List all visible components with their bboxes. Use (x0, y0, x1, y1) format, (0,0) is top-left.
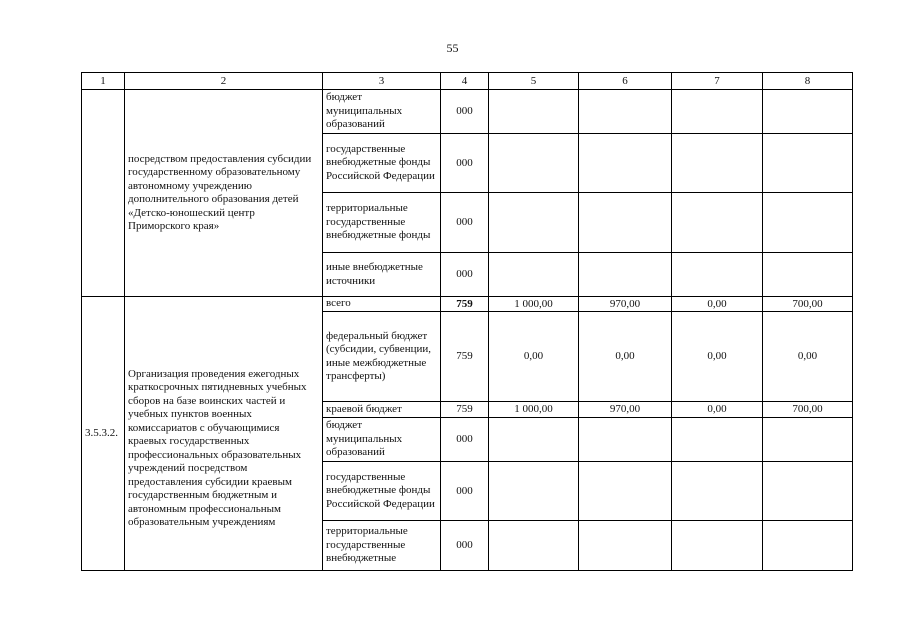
funding-source-cell: государственные внебюджетные фонды Российской Федерации (323, 134, 441, 193)
grbs-code-cell: 000 (441, 90, 489, 134)
value-col7-cell (672, 418, 763, 462)
value-col8-cell: 700,00 (763, 402, 853, 418)
grbs-code-cell: 000 (441, 521, 489, 571)
value-col8-cell: 0,00 (763, 312, 853, 402)
value-col8-cell (763, 418, 853, 462)
value-col6-cell (579, 418, 672, 462)
value-col5-cell (489, 253, 579, 297)
header-cell-3: 3 (323, 73, 441, 90)
value-col8-cell (763, 521, 853, 571)
value-col7-cell (672, 253, 763, 297)
item-description-cell (125, 297, 323, 571)
value-col7-cell (672, 193, 763, 253)
header-cell-8: 8 (763, 73, 853, 90)
value-col8-cell (763, 462, 853, 521)
header-cell-1: 1 (82, 73, 125, 90)
grbs-code-cell: 759 (441, 297, 489, 312)
item-description-text: Организация проведения ежегодных краткосрочных пятидневных учебных сборов на базе воинских частей и учебных пунктов военных комиссариатов с обучающимися краевых государственных профессиональных образовательных учреждений посредством предоставления субсидии краевым государственным бюджетным и автономным профессиональным образовательным учреждениям (128, 367, 307, 528)
value-col5-cell (489, 134, 579, 193)
value-col7-cell (672, 134, 763, 193)
header-cell-5: 5 (489, 73, 579, 90)
budget-table (81, 72, 853, 571)
value-col6-cell: 0,00 (579, 312, 672, 402)
item-code-cell: 3.5.3.2. (82, 297, 125, 571)
value-col6-cell (579, 253, 672, 297)
funding-source-cell: бюджет муниципальных образований (323, 418, 441, 462)
value-col8-cell (763, 134, 853, 193)
value-col7-cell (672, 90, 763, 134)
header-cell-2: 2 (125, 73, 323, 90)
value-col5-cell: 0,00 (489, 312, 579, 402)
funding-source-cell: всего (323, 297, 441, 312)
value-col6-cell: 970,00 (579, 297, 672, 312)
value-col7-cell: 0,00 (672, 297, 763, 312)
value-col5-cell (489, 418, 579, 462)
table-row (82, 90, 853, 134)
header-cell-4: 4 (441, 73, 489, 90)
header-row (82, 73, 853, 90)
header-cell-6: 6 (579, 73, 672, 90)
funding-source-cell: бюджет муниципальных образований (323, 90, 441, 134)
value-col8-cell (763, 253, 853, 297)
value-col5-cell (489, 462, 579, 521)
value-col8-cell: 700,00 (763, 297, 853, 312)
value-col7-cell: 0,00 (672, 402, 763, 418)
grbs-code-cell: 000 (441, 193, 489, 253)
grbs-code-cell: 000 (441, 462, 489, 521)
grbs-code-cell: 000 (441, 253, 489, 297)
value-col5-cell (489, 521, 579, 571)
value-col8-cell (763, 90, 853, 134)
page-number: 55 (446, 41, 459, 55)
value-col6-cell (579, 462, 672, 521)
value-col7-cell (672, 462, 763, 521)
value-col7-cell: 0,00 (672, 312, 763, 402)
funding-source-cell: государственные внебюджетные фонды Российской Федерации (323, 462, 441, 521)
value-col5-cell (489, 90, 579, 134)
grbs-code-cell: 000 (441, 418, 489, 462)
grbs-code-cell: 759 (441, 402, 489, 418)
value-col6-cell (579, 90, 672, 134)
grbs-code-cell: 759 (441, 312, 489, 402)
value-col7-cell (672, 521, 763, 571)
funding-source-cell: иные внебюджетные источники (323, 253, 441, 297)
table-row (82, 297, 853, 312)
value-col5-cell: 1 000,00 (489, 402, 579, 418)
item-description-cell: посредством предоставления субсидии государственному образовательному автономному учреждению дополнительного образования детей «Детско-юношеский центр Приморского края» (125, 90, 323, 297)
value-col6-cell (579, 193, 672, 253)
funding-source-cell: краевой бюджет (323, 402, 441, 418)
value-col6-cell (579, 521, 672, 571)
value-col5-cell: 1 000,00 (489, 297, 579, 312)
value-col8-cell (763, 193, 853, 253)
value-col5-cell (489, 193, 579, 253)
funding-source-cell: федеральный бюджет (субсидии, субвенции, иные межбюджетные трансферты) (323, 312, 441, 402)
grbs-code-cell: 000 (441, 134, 489, 193)
funding-source-cell: территориальные государственные внебюджетные (323, 521, 441, 571)
value-col6-cell (579, 134, 672, 193)
item-code-cell (82, 90, 125, 297)
funding-source-cell: территориальные государственные внебюджетные фонды (323, 193, 441, 253)
value-col6-cell: 970,00 (579, 402, 672, 418)
header-cell-7: 7 (672, 73, 763, 90)
